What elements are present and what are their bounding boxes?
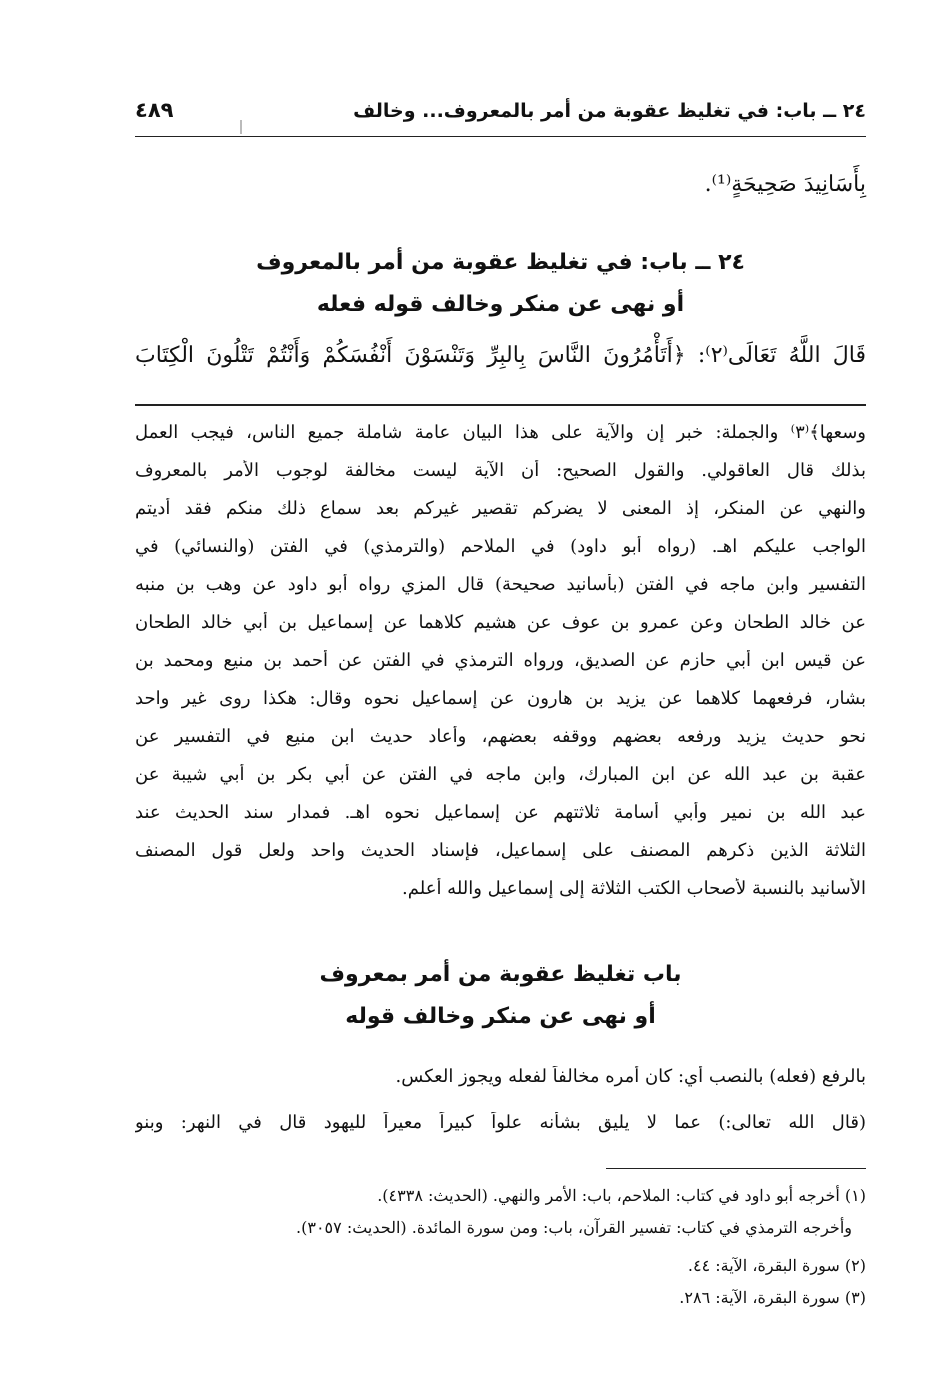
footnote-2: (٢) سورة البقرة، الآية: ٤٤. (687, 1256, 866, 1275)
isnad-line: بِأَسَانِيدَ صَحِيحَةٍ⁽¹⁾. (704, 172, 866, 197)
sub-commentary-line: (قال الله تعالى:) عما لا يليق بشأنه علواً كبيراً معيراً لليهود قال في النهر: وبنو (135, 1112, 866, 1133)
commentary-line: الواجب عليكم اهـ. (رواه أبو داود) في الملاحم (والترمذي) في الفتن (والنسائي) في (135, 536, 866, 557)
commentary-line: عن خالد الطحان وعن عمرو بن عوف عن هشيم كلاهما عن إسماعيل بن أبي خالد الطحان (135, 612, 866, 633)
quran-verse: قَالَ اللَّهُ تَعَالَى⁽٢⁾: ﴿أَتَأْمُرُونَ النَّاسَ بِالبِرِّ وَتَنْسَوْنَ أَنْفُسَكُمْ وَأَنْتُمْ تَتْلُونَ الْكِتَابَ (135, 343, 867, 368)
commentary-line: الأسانيد بالنسبة لأصحاب الكتب الثلاثة إلى إسماعيل والله أعلم. (402, 878, 866, 899)
sub-commentary-block (135, 1066, 866, 1146)
commentary-line: نحو حديث يزيد ورفعه بعضهم ووقفه بعضهم، وأعاد حديث ابن منيع في التفسير عن (135, 726, 866, 747)
footnote-1: (١) أخرجه أبو داود في كتاب: الملاحم، باب: الأمر والنهي. (الحديث: ٤٣٣٨). (377, 1186, 866, 1205)
commentary-line: الثلاثة الذين ذكرهم المصنف على إسماعيل، فإسناد الحديث واحد ولعل قول المصنف (135, 840, 866, 861)
commentary-line: عبد الله بن نمير وأبي أسامة ثلاثتهم عن إسماعيل نحوه اهـ. فمدار سند الحديث عند (135, 802, 866, 823)
text-divider (135, 404, 866, 406)
sub-chapter-line-2: أو نهى عن منكر وخالف قوله (345, 1004, 656, 1029)
sub-chapter-line-1: باب تغليظ عقوبة من أمر بمعروف (319, 962, 682, 987)
footnote-3: (٣) سورة البقرة، الآية: ٢٨٦. (679, 1288, 866, 1307)
page-number: ٤٨٩ (135, 98, 174, 122)
running-title: ٢٤ ــ باب: في تغليظ عقوبة من أمر بالمعروف... وخالف (353, 100, 866, 122)
commentary-line: عن قيس ابن أبي حازم عن الصديق، ورواه الترمذي في الفتن عن أحمد بن منيع ومحمد بن (135, 650, 866, 671)
chapter-title-line-1: ٢٤ ــ باب: في تغليظ عقوبة من أمر بالمعروف (256, 250, 745, 275)
commentary-line: بذلك قال العاقولي. والقول الصحيح: أن الآية ليست مخالفة لوجوب الأمر بالمعروف (135, 460, 866, 481)
commentary-line: التفسير وابن ماجه في الفتن (بأسانيد صحيحة) قال المزي رواه أبو داود عن وهب بن منبه (135, 574, 866, 595)
commentary-block (135, 422, 866, 922)
commentary-line: وسعها﴾⁽٣⁾ والجملة: خبر إن والآية على هذا البيان عامة شاملة جميع الناس، فيجب العمل (135, 422, 866, 443)
commentary-line: بشار، فرفعهما كلاهما عن يزيد بن هارون عن إسماعيل نحوه وقال: هكذا روى غير واحد (135, 688, 866, 709)
footnote-divider (606, 1168, 866, 1169)
commentary-line: والنهي عن المنكر، إذ المعنى لا يضركم تقصير غيركم بعد سماع ذلك منكم فقد أديتم (135, 498, 866, 519)
footnote-1-continued: وأخرجه الترمذي في كتاب: تفسير القرآن، باب: ومن سورة المائدة. (الحديث: ٣٠٥٧). (296, 1218, 852, 1237)
chapter-title-line-2: أو نهى عن منكر وخالف قوله فعله (316, 292, 685, 317)
sub-commentary-line: بالرفع (فعله) بالنصب أي: كان أمره مخالفاً لفعله ويجوز العكس. (395, 1066, 866, 1087)
commentary-line: عقبة بن عبد الله عن ابن المبارك، وابن ماجه في الفتن عن أبي بكر بن أبي شيبة عن (135, 764, 866, 785)
